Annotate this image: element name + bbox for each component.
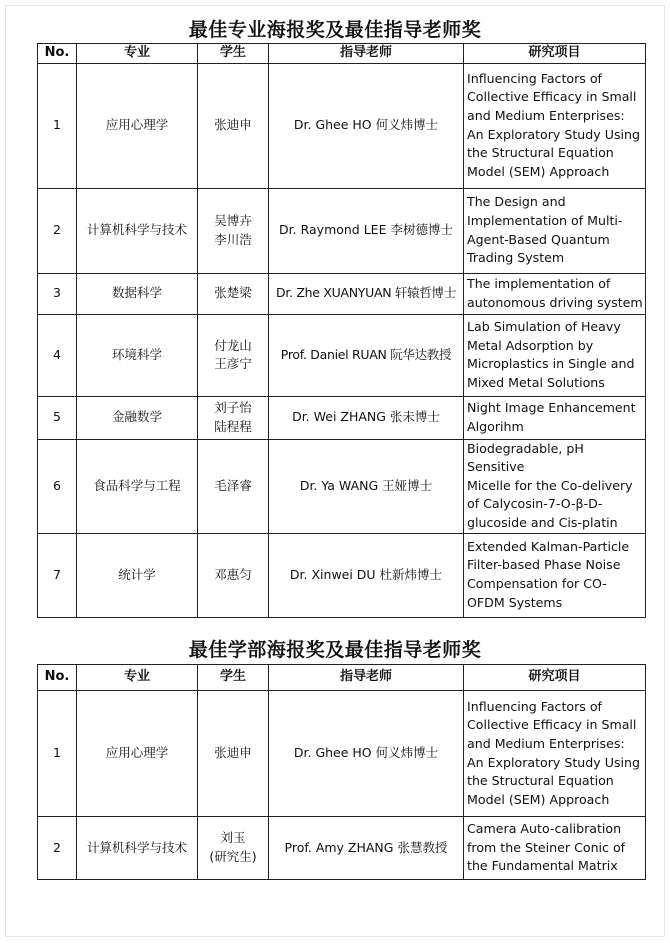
major-cell: 计算机科学与技术 bbox=[77, 817, 198, 880]
advisor-cell: Dr. Ya WANG 王娅博士 bbox=[269, 439, 464, 533]
advisor-cell: Prof. Daniel RUAN 阮华达教授 bbox=[269, 314, 464, 396]
table-row bbox=[38, 396, 646, 439]
row-number: 2 bbox=[38, 817, 77, 880]
table-row bbox=[38, 817, 646, 880]
project-line: Filter-based Phase Noise bbox=[467, 557, 621, 573]
table-row bbox=[38, 314, 646, 396]
student-cell: 张迪申 bbox=[198, 63, 269, 188]
header-no: No. bbox=[38, 665, 77, 691]
project-cell bbox=[464, 691, 646, 817]
project-line: Biodegradable, pH Sensitive bbox=[467, 440, 584, 475]
header-advisor: 指导老师 bbox=[269, 665, 464, 691]
row-number: 6 bbox=[38, 439, 77, 533]
project-line: Metal Adsorption by bbox=[467, 337, 594, 353]
section-title-major-award: 最佳专业海报奖及最佳指导老师奖 bbox=[188, 19, 482, 41]
project-line: autonomous driving system bbox=[467, 294, 643, 310]
student-cell bbox=[198, 817, 269, 880]
project-line: glucoside and Cis-platin bbox=[467, 514, 618, 530]
project-line: OFDM Systems bbox=[467, 594, 563, 610]
project-cell bbox=[464, 439, 646, 533]
row-number: 5 bbox=[38, 396, 77, 439]
table-header-row bbox=[38, 665, 646, 691]
student-name: 陆程程 bbox=[214, 418, 252, 434]
student-name: 刘玉 bbox=[220, 830, 246, 846]
major-cell: 环境科学 bbox=[77, 314, 198, 396]
header-major: 专业 bbox=[77, 665, 198, 691]
student-name: 吴博卉 bbox=[214, 213, 252, 228]
project-line: Collective Efficacy in Small bbox=[467, 717, 637, 733]
student-cell bbox=[198, 396, 269, 439]
advisor-cell: Dr. Zhe XUANYUAN 轩辕哲博士 bbox=[269, 273, 464, 314]
advisor-cell: Dr. Ghee HO 何义炜博士 bbox=[269, 691, 464, 817]
header-student: 学生 bbox=[198, 665, 269, 691]
major-cell: 计算机科学与技术 bbox=[77, 188, 198, 273]
student-cell: 张迪申 bbox=[198, 691, 269, 817]
header-no: No. bbox=[38, 44, 77, 64]
major-cell: 应用心理学 bbox=[77, 63, 198, 188]
major-cell: 数据科学 bbox=[77, 273, 198, 314]
project-line: Camera Auto-calibration bbox=[467, 821, 622, 837]
row-number: 2 bbox=[38, 188, 77, 273]
project-line: Micelle for the Co-delivery bbox=[467, 477, 633, 493]
project-cell bbox=[464, 273, 646, 314]
project-line: Agent-Based Quantum bbox=[467, 231, 610, 247]
project-cell bbox=[464, 188, 646, 273]
student-name: 刘子怡 bbox=[214, 400, 252, 415]
header-project: 研究项目 bbox=[464, 44, 646, 64]
table-row bbox=[38, 63, 646, 188]
advisor-cell: Dr. Raymond LEE 李树德博士 bbox=[269, 188, 464, 273]
row-number: 1 bbox=[38, 63, 77, 188]
table-row bbox=[38, 691, 646, 817]
project-line: Influencing Factors of bbox=[467, 698, 602, 714]
project-line: Model (SEM) Approach bbox=[467, 791, 610, 807]
project-cell bbox=[464, 396, 646, 439]
project-line: The Design and bbox=[467, 194, 566, 210]
table-row bbox=[38, 439, 646, 533]
header-advisor: 指导老师 bbox=[269, 44, 464, 64]
major-cell: 食品科学与工程 bbox=[77, 439, 198, 533]
project-line: Implementation of Multi- bbox=[467, 213, 623, 228]
faculty-award-table bbox=[37, 664, 646, 880]
header-major: 专业 bbox=[77, 44, 198, 64]
student-note: (研究生) bbox=[209, 849, 257, 864]
student-name: 王彦宁 bbox=[214, 356, 252, 372]
table-row bbox=[38, 533, 646, 617]
table-row bbox=[38, 188, 646, 273]
major-cell: 统计学 bbox=[77, 533, 198, 617]
project-line: from the Steiner Conic of bbox=[467, 839, 626, 855]
project-line: Night Image Enhancement bbox=[467, 400, 636, 415]
advisor-cell: Prof. Amy ZHANG 张慧教授 bbox=[269, 817, 464, 880]
project-line: and Medium Enterprises: bbox=[467, 735, 625, 751]
project-line: the Structural Equation bbox=[467, 773, 614, 789]
project-line: Extended Kalman-Particle bbox=[467, 538, 630, 554]
project-line: An Exploratory Study Using bbox=[467, 754, 640, 770]
project-cell bbox=[464, 314, 646, 396]
header-student: 学生 bbox=[198, 44, 269, 64]
student-cell bbox=[198, 188, 269, 273]
project-line: Algorihm bbox=[467, 418, 524, 434]
row-number: 7 bbox=[38, 533, 77, 617]
project-line: Mixed Metal Solutions bbox=[467, 374, 605, 390]
project-line: and Medium Enterprises: bbox=[467, 108, 625, 123]
student-cell: 毛泽睿 bbox=[198, 439, 269, 533]
major-award-table bbox=[37, 43, 646, 618]
student-cell: 邓惠匀 bbox=[198, 533, 269, 617]
project-cell bbox=[464, 817, 646, 880]
project-cell bbox=[464, 63, 646, 188]
project-line: An Exploratory Study Using bbox=[467, 126, 640, 142]
project-line: Collective Efficacy in Small bbox=[467, 89, 637, 105]
student-name: 付龙山 bbox=[214, 337, 252, 353]
table-row bbox=[38, 273, 646, 314]
project-line: of Calycosin-7-O-β-D- bbox=[467, 496, 603, 512]
project-line: Compensation for CO- bbox=[467, 576, 607, 592]
project-line: Lab Simulation of Heavy bbox=[467, 318, 621, 334]
advisor-cell: Dr. Wei ZHANG 张未博士 bbox=[269, 396, 464, 439]
student-cell: 张楚梁 bbox=[198, 273, 269, 314]
student-name: 李川浩 bbox=[214, 231, 252, 247]
row-number: 4 bbox=[38, 314, 77, 396]
project-line: Microplastics in Single and bbox=[467, 356, 635, 372]
advisor-cell: Dr. Xinwei DU 杜新炜博士 bbox=[269, 533, 464, 617]
project-line: The implementation of bbox=[467, 276, 611, 291]
project-line: the Structural Equation bbox=[467, 145, 614, 161]
advisor-cell: Dr. Ghee HO 何义炜博士 bbox=[269, 63, 464, 188]
header-project: 研究项目 bbox=[464, 665, 646, 691]
row-number: 1 bbox=[38, 691, 77, 817]
major-cell: 应用心理学 bbox=[77, 691, 198, 817]
major-cell: 金融数学 bbox=[77, 396, 198, 439]
student-cell bbox=[198, 314, 269, 396]
row-number: 3 bbox=[38, 273, 77, 314]
project-line: the Fundamental Matrix bbox=[467, 858, 618, 874]
project-line: Trading System bbox=[467, 250, 565, 266]
project-line: Model (SEM) Approach bbox=[467, 163, 610, 179]
project-line: Influencing Factors of bbox=[467, 70, 602, 86]
section-title-faculty-award: 最佳学部海报奖及最佳指导老师奖 bbox=[188, 639, 482, 661]
project-cell bbox=[464, 533, 646, 617]
table-header-row bbox=[38, 44, 646, 64]
